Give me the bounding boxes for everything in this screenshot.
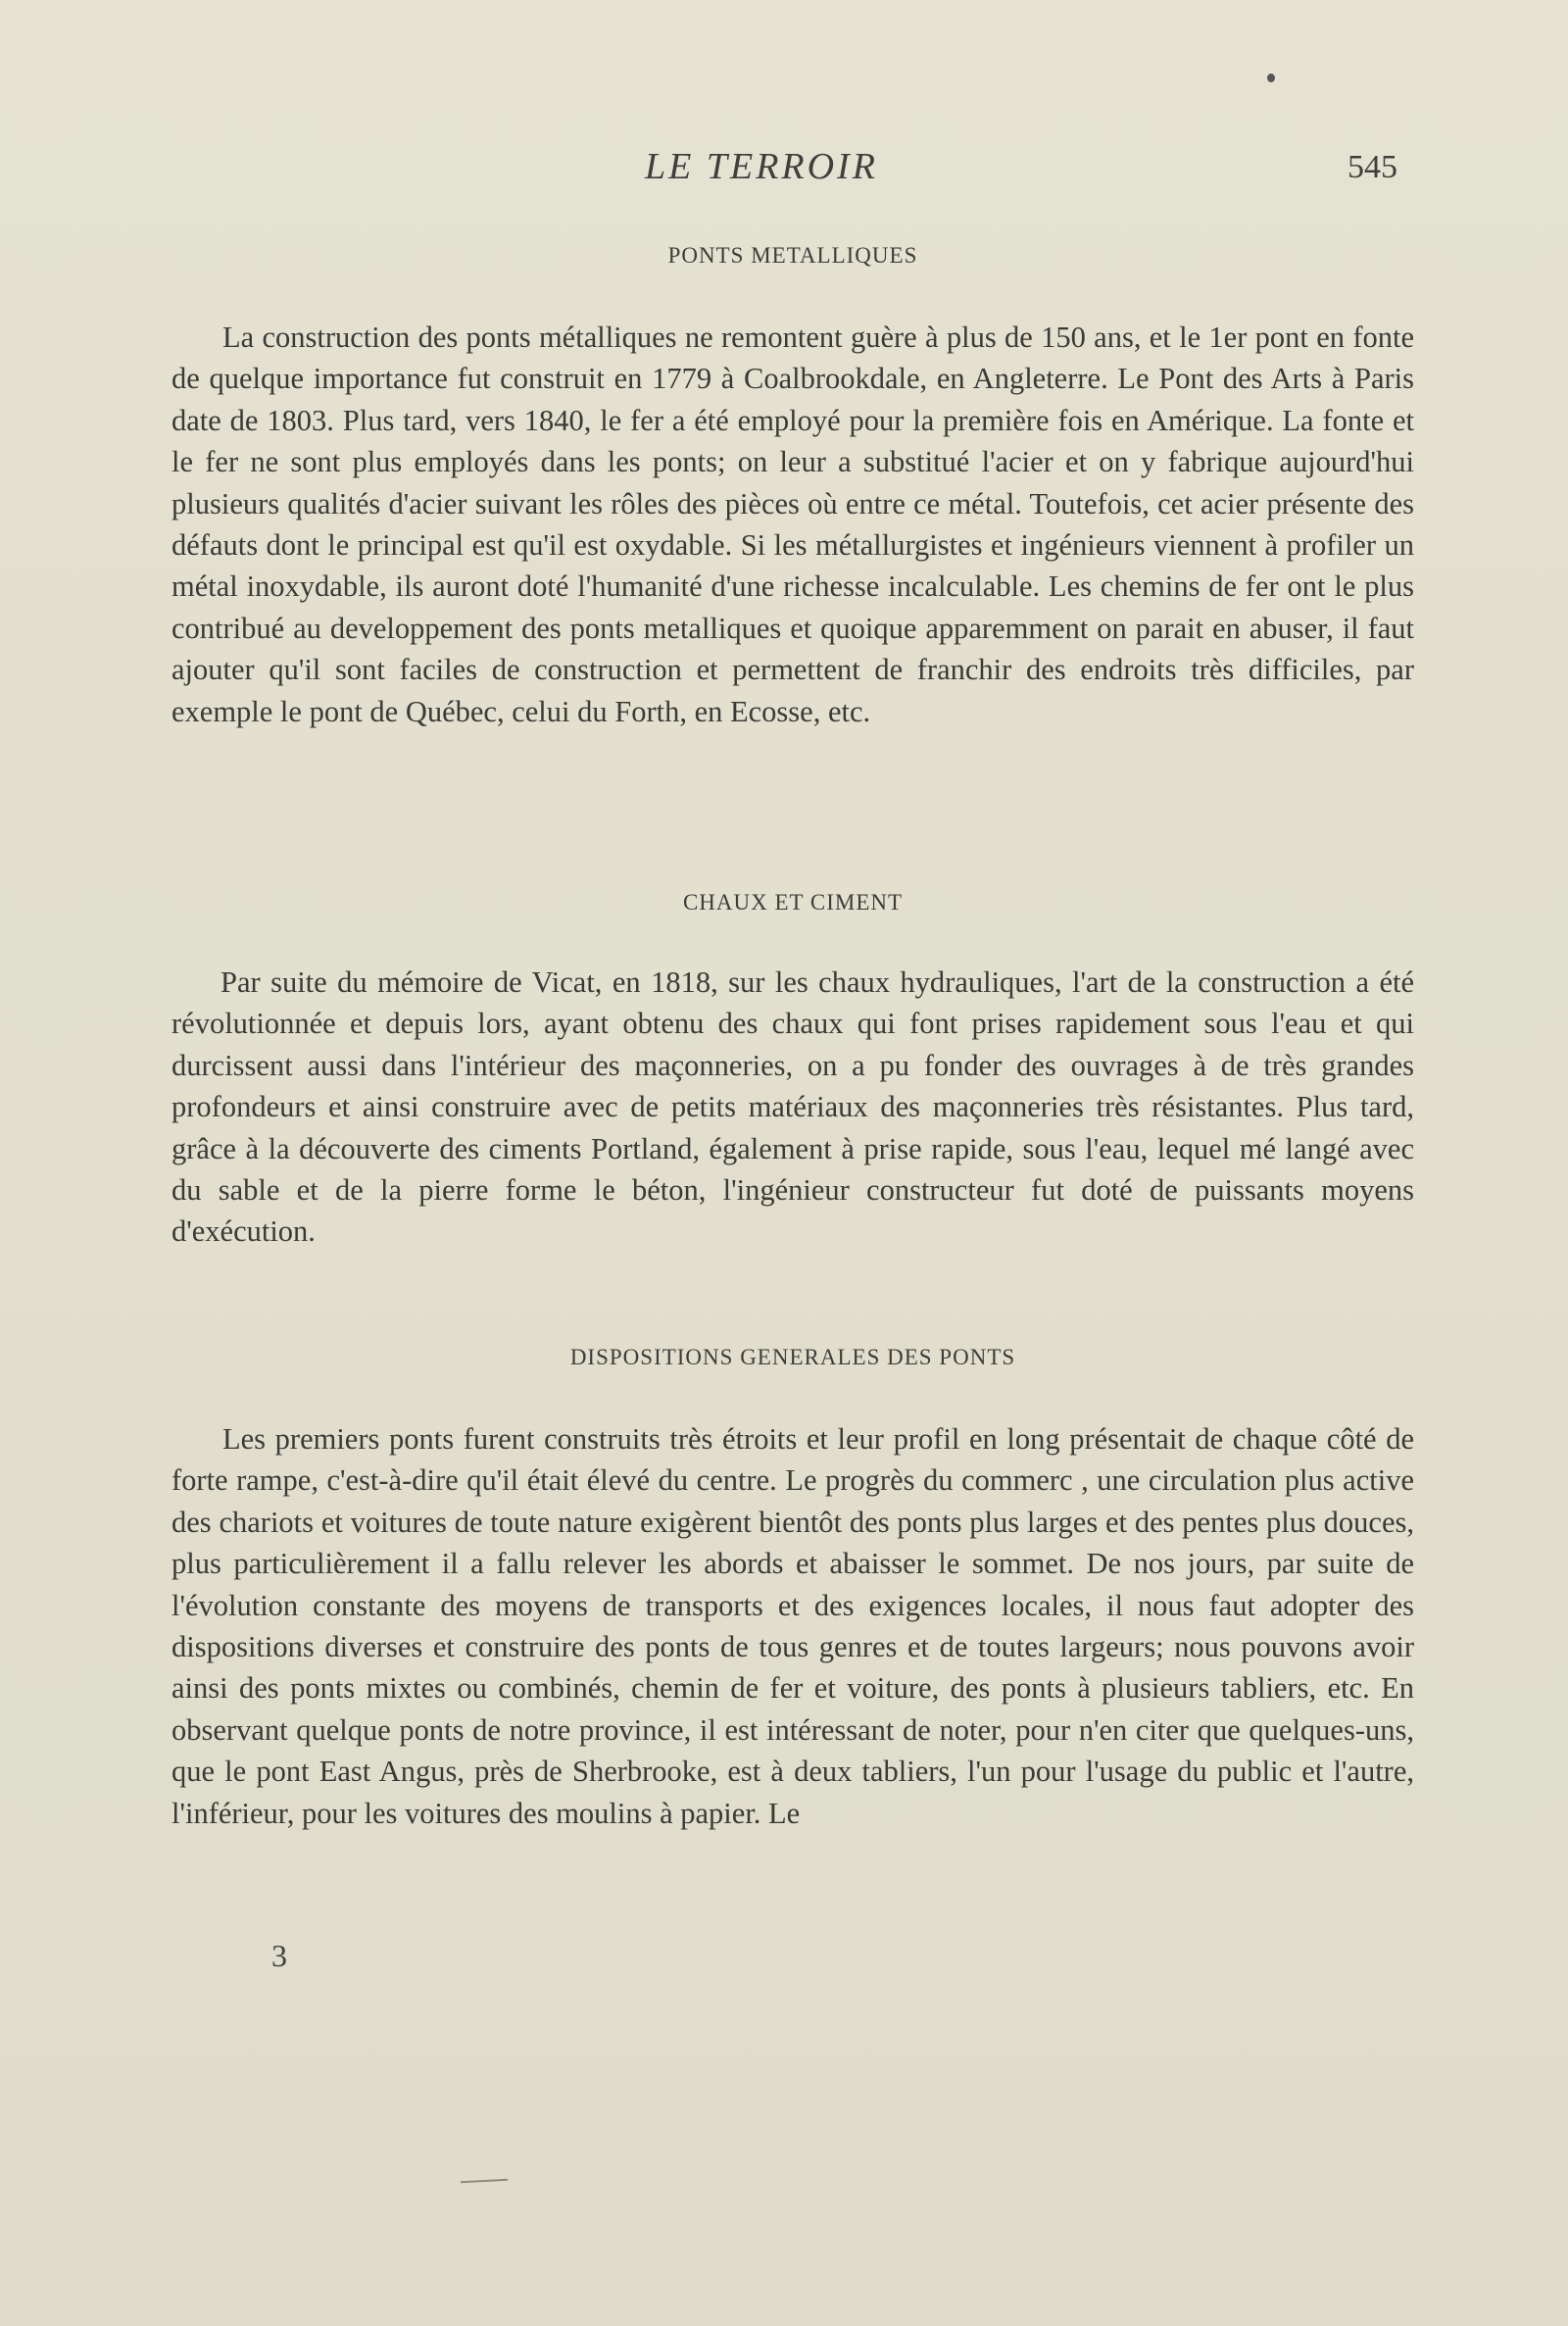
paragraph-dispositions-generales: Les premiers ponts furent construits très étroits et leur profil en long présentait de chaque côté de forte rampe, c'est-à-dire qu'il était élevé du centre. Le progrès du commerc , une circulation plus active des chariots et voitures de toute nature exigèrent bientôt des ponts plus larges et des pentes plus douces, plus particulièrement il a fallu relever les abords et abaisser le sommet. De nos jours, par suite de l'évolution constante des moyens de transports et des exigences locales, il nous faut adopter des dispositions diverses et construire des ponts de tous genres et de toutes largeurs; nous pouvons avoir ainsi des ponts mixtes ou combinés, chemin de fer et voiture, des ponts à plusieurs tabliers, etc. En observant quelque ponts de notre province, il est intéressant de noter, pour n'en citer que quelques-uns, que le pont East Angus, près de Sherbrooke, est à deux tabliers, l'un pour l'usage du public et l'autre, l'inférieur, pour les voitures des moulins à papier. Le	[172, 1422, 1414, 1830]
ink-speck	[1267, 74, 1275, 82]
running-header-title: LE TERROIR	[645, 146, 878, 187]
page-number: 545	[1348, 149, 1397, 185]
ink-stroke	[461, 2179, 508, 2184]
section-title-dispositions-generales: DISPOSITIONS GENERALES DES PONTS	[569, 1345, 1016, 1369]
section-title-chaux-et-ciment: CHAUX ET CIMENT	[682, 890, 904, 915]
signature-number: 3	[271, 1938, 287, 1973]
section-title-ponts-metalliques: PONTS METALLIQUES	[667, 243, 918, 268]
paragraph-chaux-et-ciment: Par suite du mémoire de Vicat, en 1818, sur les chaux hydrauliques, l'art de la construction a été révolutionnée et depuis lors, ayant obtenu des chaux qui font prises rapidement sous l'eau et qui durcissent aussi dans l'intérieur des maçonneries, on a pu fonder des ouvrages à de très grandes profondeurs et ainsi construire avec de petits matériaux des maçonneries très résistantes. Plus tard, grâce à la découverte des ciments Portland, également à prise rapide, sous l'eau, lequel mé langé avec du sable et de la pierre forme le béton, l'ingénieur constructeur fut doté de puissants moyens d'exécution.	[172, 965, 1414, 1249]
paragraph-ponts-metalliques: La construction des ponts métalliques ne remontent guère à plus de 150 ans, et le 1er pont en fonte de quelque importance fut construit en 1779 à Coalbrookdale, en Angleterre. Le Pont des Arts à Paris date de 1803. Plus tard, vers 1840, le fer a été employé pour la première fois en Amérique. La fonte et le fer ne sont plus employés dans les ponts; on leur a substitué l'acier et on y fabrique aujourd'hui plusieurs qualités d'acier suivant les rôles des pièces où entre ce métal. Toutefois, cet acier présente des défauts dont le principal est qu'il est oxydable. Si les métallurgistes et ingénieurs viennent à profiler un métal inoxydable, ils auront doté l'humanité d'une richesse incalculable. Les chemins de fer ont le plus contribué au developpement des ponts metalliques et quoique apparemment on parait en abuser, il faut ajouter qu'il sont faciles de construction et permettent de franchir des endroits très difficiles, par exemple le pont de Québec, celui du Forth, en Ecosse, etc.	[172, 321, 1414, 728]
